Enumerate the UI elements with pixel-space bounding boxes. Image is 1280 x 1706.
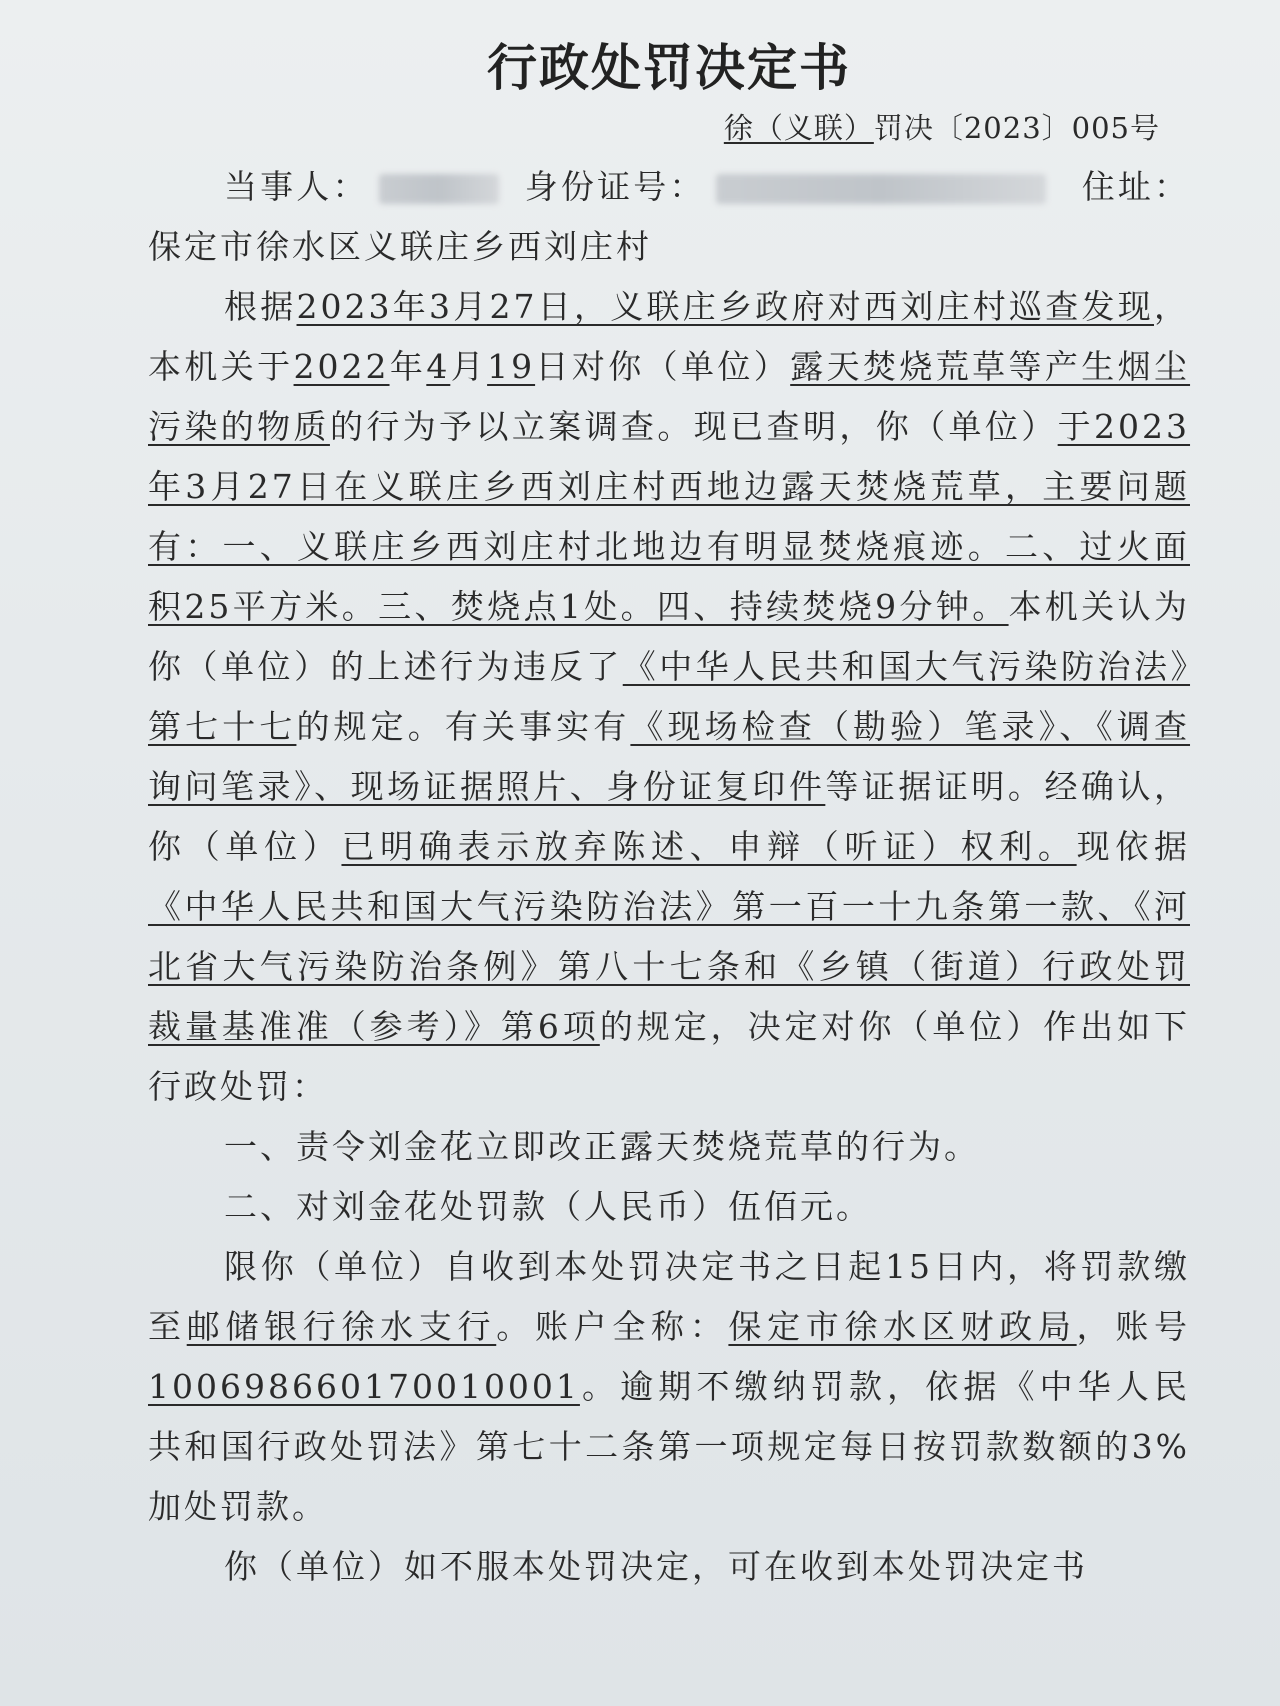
p1-filled-9: 已明确表示放弃陈述、申辩（听证）权利。 — [341, 827, 1077, 866]
p1-filled-7: 《中华人民共和国大气污染防治法》第七十七 — [148, 647, 1191, 746]
p2-text-4: 。逾期不缴纳罚款，依据《中华人民共和国行政处罚法》第七十二条第一项规定每日按罚款数额的3%加处罚款。 — [148, 1367, 1190, 1526]
penalty-item-1: 一、责令刘金花立即改正露天焚烧荒草的行为。 — [224, 1127, 980, 1166]
address-value: 保定市徐水区义联庄乡西刘庄村 — [148, 227, 652, 266]
address-label-1: 住 — [1081, 167, 1118, 206]
p1-filled-5: 露天焚烧荒草等产生烟尘污染的物质 — [148, 347, 1191, 446]
bank-name: 邮储银行徐水支行 — [186, 1307, 497, 1346]
account-number: 100698660170010001 — [148, 1367, 580, 1406]
p1-text-5: 日对你（单位） — [535, 347, 791, 386]
p1-text-11: 的规定，决定对你（单位）作出如下行政处罚： — [148, 1007, 1191, 1106]
p1-text-10: 现依据 — [1076, 827, 1191, 866]
document-title: 行政处罚决定书 — [487, 39, 851, 97]
p1-filled-1: 2023年3月27日，义联庄乡政府对西刘庄村巡查发现 — [296, 287, 1154, 326]
p2-text-1: 限你（单位）自收到本处罚决定书之日起15日内，将罚款缴至 — [148, 1247, 1190, 1346]
facts-paragraph — [148, 277, 1190, 1117]
payment-paragraph — [148, 1237, 1190, 1537]
p1-text-6: 的行为予以立案调查。现已查明，你（单位） — [329, 407, 1058, 446]
p1-text-3: 年 — [389, 347, 427, 386]
p1-text-4: 月 — [450, 347, 488, 386]
id-label: 身份证号： — [524, 167, 706, 206]
p1-text-2: ，本机关于 — [148, 287, 1190, 386]
p2-text-2: 。账户全称： — [496, 1307, 729, 1346]
p1-filled-4: 19 — [487, 347, 536, 386]
p2-text-3: ，账号 — [1076, 1307, 1191, 1346]
p1-filled-3: 4 — [426, 347, 451, 386]
address-label-2: 址： — [1117, 167, 1191, 206]
p1-text-8: 的规定。有关事实有 — [296, 707, 631, 746]
p1-text-1: 根据 — [224, 287, 297, 326]
p1-filled-8: 《现场检查（勘验）笔录》、《调查询问笔录》、现场证据照片、身份证复印件 — [148, 707, 1191, 806]
document-number — [148, 106, 1190, 147]
redacted-id-number — [716, 174, 1046, 204]
party-label: 当事人： — [224, 167, 369, 206]
doc-no-prefix: 徐（义联） — [723, 111, 874, 145]
p1-filled-2: 2022 — [293, 347, 390, 386]
doc-no-rest: 罚决〔2023〕005号 — [873, 111, 1160, 145]
account-name: 保定市徐水区财政局 — [728, 1307, 1077, 1346]
p1-filled-6: 于2023年3月27日在义联庄乡西刘庄村西地边露天焚烧荒草，主要问题有：一、义联庄乡西刘庄村北地边有明显焚烧痕迹。二、过火面积25平方米。三、焚烧点1处。四、持续焚烧9分钟。 — [148, 407, 1191, 626]
p1-text-7: 本机关认为你（单位）的上述行为违反了 — [148, 587, 1191, 686]
p1-filled-10: 《中华人民共和国大气污染防治法》第一百一十九条第一款、《河北省大气污染防治条例》第八十七条和《乡镇（街道）行政处罚裁量基准准（参考）》第6项 — [148, 887, 1190, 1046]
p1-text-9: 等证据证明。经确认，你（单位） — [148, 767, 1191, 866]
party-paragraph — [148, 157, 1190, 277]
appeal-paragraph: 你（单位）如不服本处罚决定，可在收到本处罚决定书 — [224, 1547, 1088, 1586]
redacted-name — [379, 174, 499, 204]
penalty-item-2: 二、对刘金花处罚款（人民币）伍佰元。 — [224, 1187, 872, 1226]
